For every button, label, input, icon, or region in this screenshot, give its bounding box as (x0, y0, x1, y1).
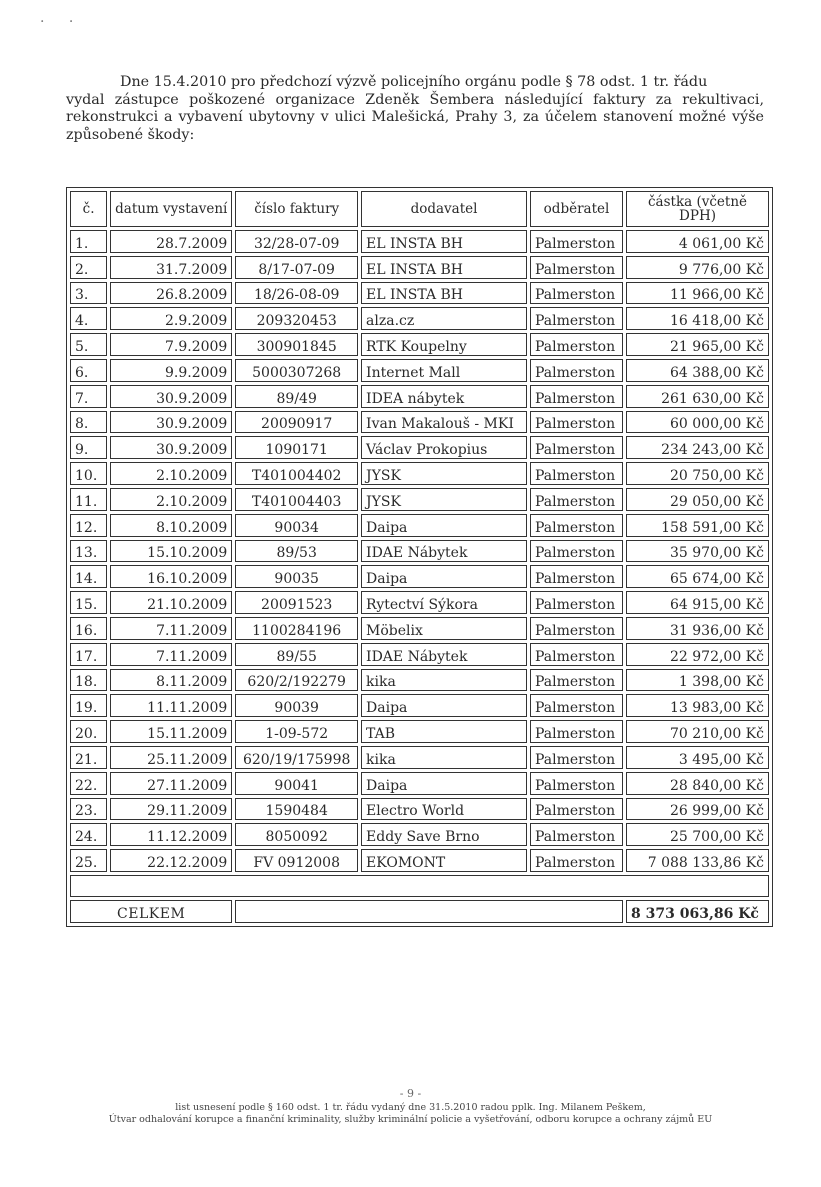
cell-date: 2.10.2009 (110, 462, 232, 485)
cell-number: 15. (70, 591, 107, 614)
cell-amount: 21 965,00 Kč (626, 333, 769, 356)
intro-paragraph (66, 74, 764, 144)
cell-invoice-number: 20091523 (235, 591, 358, 614)
cell-invoice-number: 90034 (235, 514, 358, 537)
header-number: č. (70, 191, 107, 227)
cell-buyer: Palmerston (530, 643, 623, 666)
cell-supplier: JYSK (361, 462, 527, 485)
cell-supplier: kika (361, 669, 527, 692)
cell-supplier: IDAE Nábytek (361, 540, 527, 563)
cell-amount: 9 776,00 Kč (626, 256, 769, 279)
cell-buyer: Palmerston (530, 746, 623, 769)
cell-buyer: Palmerston (530, 385, 623, 408)
cell-invoice-number: 620/19/175998 (235, 746, 358, 769)
cell-number: 19. (70, 694, 107, 717)
cell-date: 25.11.2009 (110, 746, 232, 769)
cell-number: 13. (70, 540, 107, 563)
cell-supplier: EL INSTA BH (361, 282, 527, 305)
empty-cell (70, 875, 769, 897)
cell-amount: 60 000,00 Kč (626, 411, 769, 434)
cell-amount: 25 700,00 Kč (626, 823, 769, 846)
cell-number: 20. (70, 720, 107, 743)
cell-buyer: Palmerston (530, 488, 623, 511)
cell-buyer: Palmerston (530, 823, 623, 846)
table-row (70, 282, 769, 305)
table-row (70, 462, 769, 485)
cell-invoice-number: 20090917 (235, 411, 358, 434)
table-row (70, 333, 769, 356)
cell-supplier: Daipa (361, 694, 527, 717)
cell-invoice-number: 5000307268 (235, 359, 358, 382)
table-row (70, 359, 769, 382)
total-label: CELKEM (70, 900, 232, 923)
cell-invoice-number: 1590484 (235, 798, 358, 821)
cell-buyer: Palmerston (530, 514, 623, 537)
cell-buyer: Palmerston (530, 462, 623, 485)
header-date: datum vystavení (110, 191, 232, 227)
table-row (70, 617, 769, 640)
cell-supplier: alza.cz (361, 307, 527, 330)
cell-supplier: Rytectví Sýkora (361, 591, 527, 614)
table-row (70, 411, 769, 434)
table-row (70, 746, 769, 769)
total-amount: 8 373 063,86 Kč (626, 900, 769, 923)
table-row (70, 230, 769, 253)
header-invoice-number: číslo faktury (235, 191, 358, 227)
cell-supplier: EL INSTA BH (361, 256, 527, 279)
table-row (70, 436, 769, 459)
cell-supplier: TAB (361, 720, 527, 743)
table-row (70, 772, 769, 795)
intro-continuation: vydal zástupce poškozené organizace Zdeněk Šembera následující faktury za rekultivaci, rekonstrukci a vybavení ubytovny v ulici Malešická, Prahy 3, za účelem stanovení možné výše způsobené škody: (66, 91, 764, 143)
cell-invoice-number: 8050092 (235, 823, 358, 846)
cell-invoice-number: 1100284196 (235, 617, 358, 640)
header-buyer: odběratel (530, 191, 623, 227)
cell-amount: 7 088 133,86 Kč (626, 849, 769, 872)
cell-date: 27.11.2009 (110, 772, 232, 795)
cell-date: 2.9.2009 (110, 307, 232, 330)
cell-amount: 31 936,00 Kč (626, 617, 769, 640)
table-row (70, 256, 769, 279)
cell-date: 30.9.2009 (110, 436, 232, 459)
cell-buyer: Palmerston (530, 565, 623, 588)
cell-date: 15.11.2009 (110, 720, 232, 743)
cell-amount: 64 915,00 Kč (626, 591, 769, 614)
cell-invoice-number: 620/2/192279 (235, 669, 358, 692)
cell-buyer: Palmerston (530, 307, 623, 330)
cell-date: 22.12.2009 (110, 849, 232, 872)
cell-supplier: Internet Mall (361, 359, 527, 382)
cell-amount: 29 050,00 Kč (626, 488, 769, 511)
cell-date: 31.7.2009 (110, 256, 232, 279)
invoice-table (66, 187, 773, 927)
cell-amount: 234 243,00 Kč (626, 436, 769, 459)
cell-supplier: IDEA nábytek (361, 385, 527, 408)
cell-number: 16. (70, 617, 107, 640)
cell-buyer: Palmerston (530, 591, 623, 614)
cell-buyer: Palmerston (530, 333, 623, 356)
cell-invoice-number: 89/49 (235, 385, 358, 408)
cell-date: 7.11.2009 (110, 643, 232, 666)
cell-date: 8.10.2009 (110, 514, 232, 537)
cell-buyer: Palmerston (530, 798, 623, 821)
cell-number: 9. (70, 436, 107, 459)
cell-number: 7. (70, 385, 107, 408)
cell-invoice-number: 1-09-572 (235, 720, 358, 743)
table-row (70, 540, 769, 563)
header-amount: částka (včetně DPH) (626, 191, 769, 227)
cell-buyer: Palmerston (530, 282, 623, 305)
cell-supplier: EKOMONT (361, 849, 527, 872)
cell-number: 5. (70, 333, 107, 356)
cell-amount: 64 388,00 Kč (626, 359, 769, 382)
cell-supplier: Eddy Save Brno (361, 823, 527, 846)
intro-first-line: Dne 15.4.2010 pro předchozí výzvě policejního orgánu podle § 78 odst. 1 tr. řádu (120, 74, 708, 90)
cell-supplier: JYSK (361, 488, 527, 511)
cell-invoice-number: T401004402 (235, 462, 358, 485)
cell-amount: 28 840,00 Kč (626, 772, 769, 795)
cell-number: 18. (70, 669, 107, 692)
cell-supplier: IDAE Nábytek (361, 643, 527, 666)
cell-date: 28.7.2009 (110, 230, 232, 253)
cell-date: 15.10.2009 (110, 540, 232, 563)
cell-number: 3. (70, 282, 107, 305)
cell-supplier: Ivan Makalouš - MKI (361, 411, 527, 434)
cell-number: 11. (70, 488, 107, 511)
cell-buyer: Palmerston (530, 849, 623, 872)
cell-invoice-number: T401004403 (235, 488, 358, 511)
cell-supplier: Daipa (361, 772, 527, 795)
cell-date: 11.11.2009 (110, 694, 232, 717)
total-row (70, 900, 769, 923)
cell-invoice-number: 90035 (235, 565, 358, 588)
cell-buyer: Palmerston (530, 230, 623, 253)
cell-buyer: Palmerston (530, 694, 623, 717)
cell-amount: 35 970,00 Kč (626, 540, 769, 563)
cell-buyer: Palmerston (530, 256, 623, 279)
cell-date: 29.11.2009 (110, 798, 232, 821)
cell-amount: 158 591,00 Kč (626, 514, 769, 537)
cell-amount: 11 966,00 Kč (626, 282, 769, 305)
cell-supplier: Daipa (361, 565, 527, 588)
cell-invoice-number: 32/28-07-09 (235, 230, 358, 253)
cell-amount: 13 983,00 Kč (626, 694, 769, 717)
cell-invoice-number: 89/55 (235, 643, 358, 666)
cell-number: 14. (70, 565, 107, 588)
cell-amount: 16 418,00 Kč (626, 307, 769, 330)
cell-buyer: Palmerston (530, 669, 623, 692)
cell-date: 30.9.2009 (110, 411, 232, 434)
cell-date: 7.9.2009 (110, 333, 232, 356)
cell-supplier: Electro World (361, 798, 527, 821)
cell-date: 9.9.2009 (110, 359, 232, 382)
cell-number: 17. (70, 643, 107, 666)
cell-date: 26.8.2009 (110, 282, 232, 305)
table-row (70, 591, 769, 614)
footer-line-1: list usnesení podle § 160 odst. 1 tr. řádu vydaný dne 31.5.2010 radou pplk. Ing. Milanem Peškem, (175, 1102, 646, 1113)
cell-number: 12. (70, 514, 107, 537)
cell-number: 6. (70, 359, 107, 382)
cell-supplier: Václav Prokopius (361, 436, 527, 459)
cell-invoice-number: FV 0912008 (235, 849, 358, 872)
cell-amount: 65 674,00 Kč (626, 565, 769, 588)
cell-buyer: Palmerston (530, 359, 623, 382)
cell-number: 21. (70, 746, 107, 769)
empty-row (70, 875, 769, 897)
table-header-row (70, 191, 769, 227)
page-footer (60, 1102, 761, 1126)
table-row (70, 514, 769, 537)
cell-supplier: Möbelix (361, 617, 527, 640)
cell-amount: 22 972,00 Kč (626, 643, 769, 666)
cell-buyer: Palmerston (530, 411, 623, 434)
cell-amount: 20 750,00 Kč (626, 462, 769, 485)
table-row (70, 720, 769, 743)
table-row (70, 488, 769, 511)
cell-number: 23. (70, 798, 107, 821)
cell-number: 25. (70, 849, 107, 872)
cell-amount: 26 999,00 Kč (626, 798, 769, 821)
cell-invoice-number: 300901845 (235, 333, 358, 356)
cell-invoice-number: 1090171 (235, 436, 358, 459)
cell-supplier: kika (361, 746, 527, 769)
cell-buyer: Palmerston (530, 540, 623, 563)
table-row (70, 823, 769, 846)
cell-date: 21.10.2009 (110, 591, 232, 614)
cell-date: 2.10.2009 (110, 488, 232, 511)
cell-buyer: Palmerston (530, 772, 623, 795)
total-blank-cell (235, 900, 623, 923)
cell-invoice-number: 18/26-08-09 (235, 282, 358, 305)
cell-buyer: Palmerston (530, 436, 623, 459)
cell-number: 10. (70, 462, 107, 485)
cell-amount: 70 210,00 Kč (626, 720, 769, 743)
table-row (70, 385, 769, 408)
cell-supplier: RTK Koupelny (361, 333, 527, 356)
cell-number: 24. (70, 823, 107, 846)
cell-date: 16.10.2009 (110, 565, 232, 588)
cell-amount: 3 495,00 Kč (626, 746, 769, 769)
scan-marks: · · (40, 14, 84, 30)
cell-number: 22. (70, 772, 107, 795)
cell-number: 1. (70, 230, 107, 253)
cell-date: 7.11.2009 (110, 617, 232, 640)
cell-invoice-number: 90039 (235, 694, 358, 717)
cell-supplier: EL INSTA BH (361, 230, 527, 253)
page-number: - 9 - (399, 1087, 422, 1100)
table-row (70, 694, 769, 717)
table-row (70, 669, 769, 692)
table-row (70, 849, 769, 872)
cell-date: 8.11.2009 (110, 669, 232, 692)
cell-number: 2. (70, 256, 107, 279)
cell-invoice-number: 209320453 (235, 307, 358, 330)
cell-buyer: Palmerston (530, 617, 623, 640)
cell-date: 30.9.2009 (110, 385, 232, 408)
cell-number: 8. (70, 411, 107, 434)
cell-invoice-number: 90041 (235, 772, 358, 795)
cell-number: 4. (70, 307, 107, 330)
cell-invoice-number: 89/53 (235, 540, 358, 563)
cell-amount: 1 398,00 Kč (626, 669, 769, 692)
table-row (70, 307, 769, 330)
cell-amount: 261 630,00 Kč (626, 385, 769, 408)
footer-line-2: Útvar odhalování korupce a finanční kriminality, služby kriminální policie a vyšetřování, odboru korupce a ochrany zájmů EU (108, 1114, 713, 1125)
cell-amount: 4 061,00 Kč (626, 230, 769, 253)
cell-invoice-number: 8/17-07-09 (235, 256, 358, 279)
header-supplier: dodavatel (361, 191, 527, 227)
cell-buyer: Palmerston (530, 720, 623, 743)
table-row (70, 798, 769, 821)
cell-supplier: Daipa (361, 514, 527, 537)
table-row (70, 643, 769, 666)
table-row (70, 565, 769, 588)
cell-date: 11.12.2009 (110, 823, 232, 846)
